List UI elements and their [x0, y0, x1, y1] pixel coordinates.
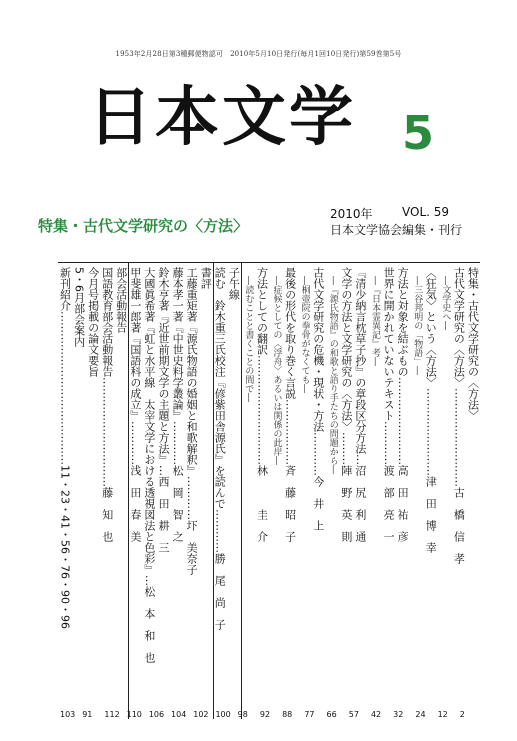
page-number: 103 — [60, 710, 76, 719]
toc-entry: 〈狂気〉という〈方法〉……………………津 田 博 幸 — [424, 267, 438, 553]
toc-entry: ―『日本霊異記』考― — [370, 267, 380, 366]
page-number: 102 — [193, 710, 209, 719]
toc-entry: 方法と対象を結ぶもの……………………高 田 祐 彦 — [396, 267, 410, 542]
toc-entry: 大國眞希著『虹と水平線 太宰文学における透視図法と色彩』…松 本 和 也 — [142, 267, 156, 663]
toc-entry: 方法としての翻訳…………………………林 圭 介 — [255, 267, 269, 542]
volume-label: VOL. 59 — [402, 205, 450, 219]
page-number: 104 — [171, 710, 187, 719]
page-number: 91 — [82, 710, 93, 719]
page-number: 77 — [304, 710, 315, 719]
page-number: 88 — [282, 710, 293, 719]
toc-entry: 世界に開かれていないテキスト…………渡 部 亮 一 — [382, 267, 396, 542]
toc-entry: ―三谷邦明の「物語」― — [412, 267, 423, 375]
toc-entry: 国語教育部会活動報告…………………………藤 知 也 — [100, 267, 114, 542]
toc-entry: 書評 — [199, 267, 213, 289]
toc-entry: 読む 鈴木重三氏校注『偐紫田舎源氏』を読んで…………勝 尾 尚 子 — [213, 267, 227, 630]
toc-entry: 古代文学研究の〈方法〉………………………古 橋 信 孝 — [452, 267, 466, 564]
publication-info: 1953年2月28日第3種郵便物認可 2010年5月10日発行(毎月1回10日発行)第59巻第5号 — [115, 50, 402, 58]
page-number: 92 — [259, 710, 271, 719]
toc-entry: 文学の方法と文学研究の〈方法〉………陣 野 英 則 — [339, 267, 353, 542]
page-number: 42 — [370, 710, 382, 719]
toc-entry: 古代文学研究の危機・現状・方法…………今 井 上 — [311, 267, 325, 531]
page-number: 2 — [459, 710, 465, 719]
toc-entry: 部会活動報告 — [114, 267, 128, 333]
toc-divider — [241, 263, 242, 719]
page-number: 106 — [148, 710, 165, 719]
page-number: 98 — [237, 710, 248, 719]
page-number: 112 — [104, 710, 120, 719]
toc-entry: ―読むことと書くことの間で― — [243, 267, 254, 402]
toc-entry: 5・6月部会案内 — [72, 267, 86, 347]
page-number: 110 — [126, 710, 142, 719]
toc-divider — [128, 263, 129, 719]
toc-entry: 藤本孝一著『中世史料学叢論』…………松 岡 智 之 — [171, 267, 185, 542]
toc-divider — [213, 263, 214, 719]
page-number: 57 — [348, 710, 359, 719]
journal-title: 日本文学 — [88, 80, 356, 155]
toc-entry: 『清少納言枕草子抄』の章段区分方法…沼 尻 利 通 — [353, 267, 367, 542]
page-number: 24 — [415, 710, 426, 719]
page-number: 66 — [326, 710, 337, 719]
special-topic: 特集・古代文学研究の〈方法〉 — [38, 217, 249, 235]
publisher: 日本文学協会編集・刊行 — [330, 223, 463, 237]
toc-entry: ―文学史へ― — [440, 267, 451, 330]
toc-entry: 子午線 — [227, 267, 241, 300]
toc-entry: 甲斐雄一郎著『国語科の成立』…………浅 田 春 美 — [128, 267, 142, 542]
toc-entry: ―症候としての〈浮舟〉あるいは関係の此岸― — [271, 267, 282, 465]
toc-entry: 鈴木亨著『近世前期文学の主題と方法』…西 田 耕 三 — [157, 267, 170, 553]
toc-entry: ―『源氏物語』の和歌と語り手たちの問題から― — [327, 267, 338, 474]
toc-entry: 新刊紹介……………………………………11・23・41・56・76・90・96 — [58, 267, 72, 629]
page-number: 32 — [393, 710, 404, 719]
toc-entry: 工藤重矩著『源氏物語の婚姻と和歌解釈』…………圷 美奈子 — [185, 267, 199, 575]
page-number: 100 — [215, 710, 231, 719]
toc-entry: ―桐壺院の拳骨がなくても― — [299, 267, 310, 393]
publication-year: 2010年 — [330, 207, 373, 221]
toc-entry: 最後の形代を取り巻く言説………………斉 藤 昭 子 — [283, 267, 297, 542]
page-number: 12 — [437, 710, 448, 719]
toc-entry: 特集・古代文学研究の〈方法〉 — [466, 267, 480, 421]
table-of-contents — [58, 262, 480, 723]
issue-number: 5 — [402, 106, 435, 160]
toc-entry: 今月号掲載の論文要旨 — [86, 267, 100, 377]
